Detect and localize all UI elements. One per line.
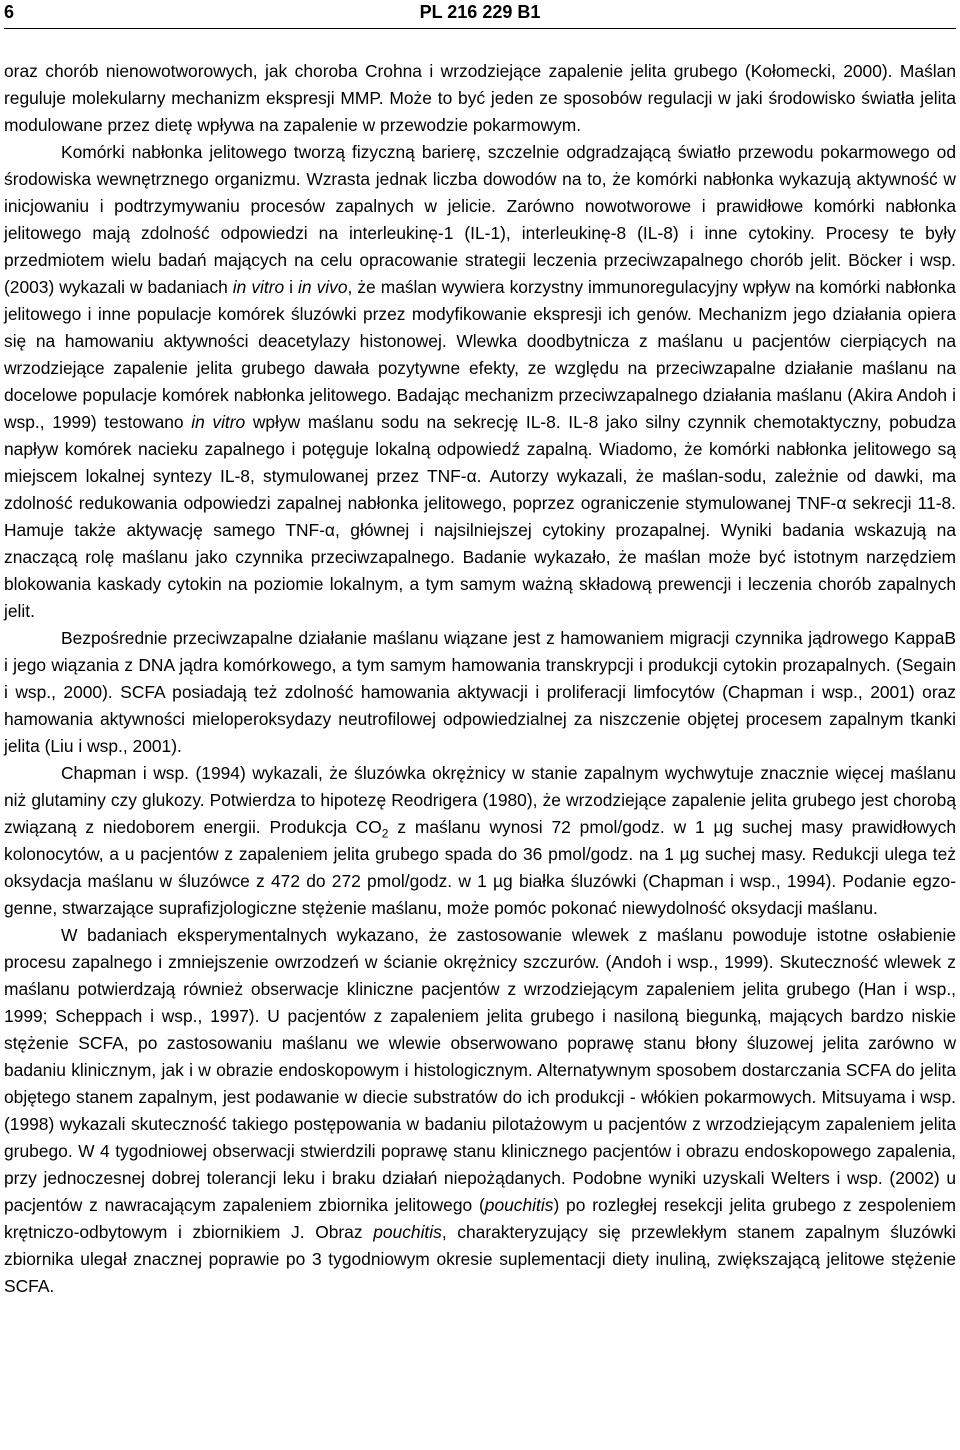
paragraph-text: z maślanu wynosi 72 pmol/godz. w 1 µg suchej masy prawidłowych kolonocytów, a u pacjentów z zapaleniem jelita grubego spada do 36 pmol/godz. na 1 µg suchej masy. Redukcji ulega też oksydacja maślanu w śluzówce z 472 do 272 pmol/godz. w 1 µg białka śluzówki (Chapman i wsp., 1994). Podanie egzogenne, stwarzające suprafizjologiczne stężenie maślanu, może pomóc pokonać niewydolność oksydacji maślanu. (4, 817, 956, 918)
paragraph (4, 760, 956, 922)
document-body (4, 58, 956, 1300)
paragraph-text: oraz chorób nienowotworowych, jak choroba Crohna i wrzodziejące zapalenie jelita grubego (Kołomecki, 2000). Maślan reguluje molekularny mechanizm ekspresji MMP. Może to być jeden ze sposobów regulacji w jaki środowisko światła jelita modulowane przez dietę wpływa na zapalenie w przewodzie pokarmowym. (4, 61, 956, 135)
paragraph-text: wpływ maślanu sodu na sekrecję IL-8. IL-8 jako silny czynnik chemotaktyczny, pobudza napływ komórek nacieku zapalnego i potęguje lokalną odpowiedź zapalną. Wiadomo, że komórki nabłonka jelitowego są miejscem lokalnej syntezy IL-8, stymulowanej przez TNF-α. Autorzy wykazali, że maślan-sodu, zależnie od dawki, ma zdolność redukowania odpowiedzi zapalnej nabłonka jelitowego, poprzez ograniczenie stymulowanej TNF-α sekrecji 11-8. Hamuje także aktywację samego TNF-α, głównej i najsilniejszej cytokiny prozapalnej. Wyniki badania wskazują na znaczącą rolę maślanu jako czynnika przeciwzapalnego. Badanie wykazało, że maślan może być istotnym narzędziem blokowania kaskady cytokin na poziomie lokalnym, a tym samym ważną składową prewencji i leczenia chorób zapalnych jelit. (4, 412, 956, 621)
paragraph-text: , charakteryzujący się przewlekłym stanem zapalnym śluzówki zbiornika ulegał znacznej poprawie po 3 tygodniowym okresie suplementacji diety inuliną, zwiększającą jelitowe stężenie SCFA. (4, 1222, 956, 1296)
header-divider (4, 28, 956, 29)
italic-term: in vitro (232, 277, 285, 297)
paragraph (4, 139, 956, 625)
document-id: PL 216 229 B1 (419, 2, 541, 22)
paragraph-text: Bezpośrednie przeciwzapalne działanie maślanu wiązane jest z hamowaniem migracji czynnika jądrowego KappaB i jego wiązania z DNA jądra komórkowego, a tym samym hamowania transkrypcji i produkcji cytokin prozapalnych. (Segain i wsp., 2000). SCFA posiadają też zdolność hamowania aktywacji i proliferacji limfocytów (Chapman i wsp., 2001) oraz hamowania aktywności mieloperoksydazy neutrofilowej odpowiedzialnej za niszczenie objętej procesem zapalnym tkanki jelita (Liu i wsp., 2001). (4, 628, 956, 756)
paragraph (4, 922, 956, 1300)
paragraph-text: W badaniach eksperymentalnych wykazano, że zastosowanie wlewek z maślanu powoduje istotne osłabienie procesu zapalnego i zmniejszenie owrzodzeń w ścianie okrężnicy szczurów. (Andoh i wsp., 1999). Skuteczność wlewek z maślanu potwierdzają również obserwacje kliniczne pacjentów z wrzodziejącym zapaleniem jelita grubego (Han i wsp., 1999; Scheppach i wsp., 1997). U pacjentów z zapaleniem jelita grubego i nasiloną biegunką, mających bardzo niskie stężenie SCFA, po zastosowaniu maślanu we wlewie obserwowano poprawę stanu błony śluzowej jelita zarówno w badaniu klinicznym, jak i w obrazie endoskopowym i histologicznym. Alternatywnym sposobem dostarczania SCFA do jelita objętego stanem zapalnym, jest podawanie w diecie substratów do ich produkcji - włókien pokarmowych. Mitsuyama i wsp. (1998) wykazali skuteczność takiego postępowania w badaniu pilotażowym u pacjentów z wrzodziejącym zapaleniem jelita grubego. W 4 tygodniowej obserwacji stwierdzili poprawę stanu klinicznego pacjentów i obrazu endoskopowego zapalenia, przy jednoczesnej dobrej tolerancji leku i braku działań niepożądanych. Podobne wyniki uzyskali Welters i wsp. (2002) u pacjentów z nawracającym zapaleniem zbiornika jelitowego ( (4, 925, 956, 1215)
page-number: 6 (4, 2, 15, 22)
italic-term: pouchitis (484, 1195, 554, 1215)
paragraph-text: i (284, 277, 299, 297)
subscript-text: 2 (381, 826, 389, 841)
italic-term: in vitro (191, 412, 246, 432)
paragraph (4, 58, 956, 139)
paragraph-text: ) po rozległej resekcji jelita grubego z zespoleniem krętniczo-odbytowym i zbiornikiem J. Obraz (4, 1195, 957, 1242)
paragraph-text: Komórki nabłonka jelitowego tworzą fizyczną barierę, szczelnie odgradzającą światło przewodu pokarmowego od środowiska wewnętrznego organizmu. Wzrasta jednak liczba dowodów na to, że komórki nabłonka wykazują aktywność w inicjowaniu i podtrzymywaniu procesów zapalnych w jelicie. Zarówno nowotworowe i prawidłowe komórki nabłonka jelitowego mają zdolność odpowiedzi na interleukinę-1 (IL-1), interleukinę-8 (IL-8) i inne cytokiny. Procesy te były przedmiotem wielu badań mających na celu opracowanie strategii leczenia przeciwzapalnego chorób jelit. Böcker i wsp. (2003) wykazali w badaniach (4, 142, 956, 297)
paragraph-text: , że maślan wywiera korzystny immunoregulacyjny wpływ na komórki nabłonka jelitowego i inne populacje komórek śluzówki przez modyfikowanie ekspresji ich genów. Mechanizm jego działania opiera się na hamowaniu aktywności deacetylazy histonowej. Wlewka doodbytnicza z maślanu u pacjentów cierpiących na wrzodziejące zapalenie jelita grubego dawała pozytywne efekty, ze względu na przeciwzapalne działanie maślanu na docelowe populacje komórek nabłonka jelitowego. Badając mechanizm przeciwzapalnego działania maślanu (Akira Andoh i wsp., 1999) testowano (4, 277, 956, 432)
italic-term: in vivo (298, 277, 348, 297)
page-header (0, 0, 960, 40)
paragraph-text: Chapman i wsp. (1994) wykazali, że śluzówka okrężnicy w stanie zapalnym wychwytuje znacznie więcej maślanu niż glutaminy czy glukozy. Potwierdza to hipotezę Reodrigera (1980), że wrzodziejące zapalenie jelita grubego jest chorobą związaną z niedoborem energii. Produkcja CO (4, 763, 956, 837)
paragraph (4, 625, 956, 760)
italic-term: pouchitis (373, 1222, 442, 1242)
